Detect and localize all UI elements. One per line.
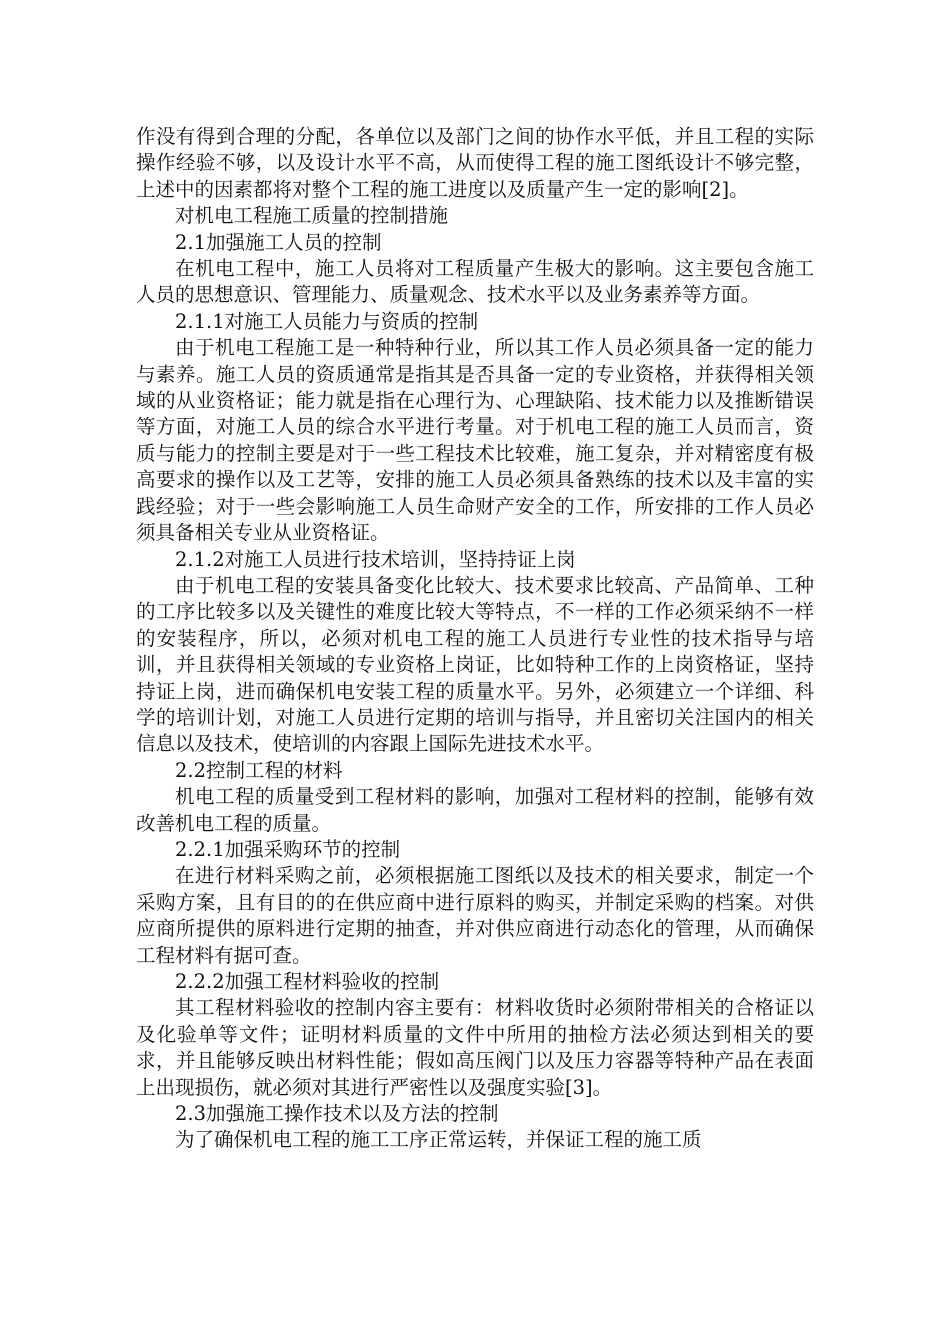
- paragraph: 机电工程的质量受到工程材料的影响，加强对工程材料的控制，能够有效改善机电工程的质量。: [136, 785, 814, 835]
- paragraph: 在进行材料采购之前，必须根据施工图纸以及技术的相关要求，制定一个采购方案，且有目的的在供应商中进行原料的购买，并制定采购的档案。对供应商所提供的原料进行定期的抽查，并对供应商进行动态化的管理，从而确保工程材料有据可查。: [136, 864, 814, 967]
- section-heading: 2.1加强施工人员的控制: [175, 230, 382, 254]
- paragraph: 在机电工程中，施工人员将对工程质量产生极大的影响。这主要包含施工人员的思想意识、管理能力、质量观念、技术水平以及业务素养等方面。: [136, 257, 814, 307]
- section-heading: 2.1.2对施工人员进行技术培训，坚持持证上岗: [175, 547, 576, 571]
- paragraph: 由于机电工程的安装具备变化比较大、技术要求比较高、产品简单、工种的工序比较多以及关键性的难度比较大等特点，不一样的工作必须采纳不一样的安装程序，所以，必须对机电工程的施工人员进行专业性的技术指导与培训，并且获得相关领域的专业资格上岗证，比如特种工作的上岗资格证，坚持持证上岗，进而确保机电安装工程的质量水平。另外，必须建立一个详细、科学的培训计划，对施工人员进行定期的培训与指导，并且密切关注国内的相关信息以及技术，使培训的内容跟上国际先进技术水平。: [136, 573, 814, 756]
- section-heading: 2.2.1加强采购环节的控制: [175, 837, 401, 861]
- section-heading: 对机电工程施工质量的控制措施: [175, 204, 449, 228]
- paragraph: 由于机电工程施工是一种特种行业，所以其工作人员必须具备一定的能力与素养。施工人员的资质通常是指其是否具备一定的专业资格，并获得相关领域的从业资格证；能力就是指在心理行为、心理缺陷、技术能力以及推断错误等方面，对施工人员的综合水平进行考量。对于机电工程的施工人员而言，资质与能力的控制主要是对于一些工程技术比较难，施工复杂，并对精密度有极高要求的操作以及工艺等，安排的施工人员必须具备熟练的技术以及丰富的实践经验；对于一些会影响施工人员生命财产安全的工作，所安排的工作人员必须具备相关专业从业资格证。: [136, 336, 814, 545]
- paragraph: 其工程材料验收的控制内容主要有：材料收货时必须附带相关的合格证以及化验单等文件；证明材料质量的文件中所用的抽检方法必须达到相关的要求，并且能够反映出材料性能；假如高压阀门以及压力容器等特种产品在表面上出现损伤，就必须对其进行严密性以及强度实验[3]。: [136, 996, 814, 1099]
- section-heading: 2.2控制工程的材料: [175, 758, 343, 782]
- paragraph: 作没有得到合理的分配，各单位以及部门之间的协作水平低，并且工程的实际操作经验不够，以及设计水平不高，从而使得工程的施工图纸设计不够完整，上述中的因素都将对整个工程的施工进度以及质量产生一定的影响[2]。: [136, 125, 814, 201]
- paragraph: 为了确保机电工程的施工工序正常运转，并保证工程的施工质: [175, 1128, 702, 1152]
- section-heading: 2.1.1对施工人员能力与资质的控制: [175, 309, 479, 333]
- section-heading: 2.2.2加强工程材料验收的控制: [175, 970, 440, 993]
- section-heading: 2.3加强施工操作技术以及方法的控制: [175, 1102, 499, 1126]
- document-body: [136, 124, 814, 1154]
